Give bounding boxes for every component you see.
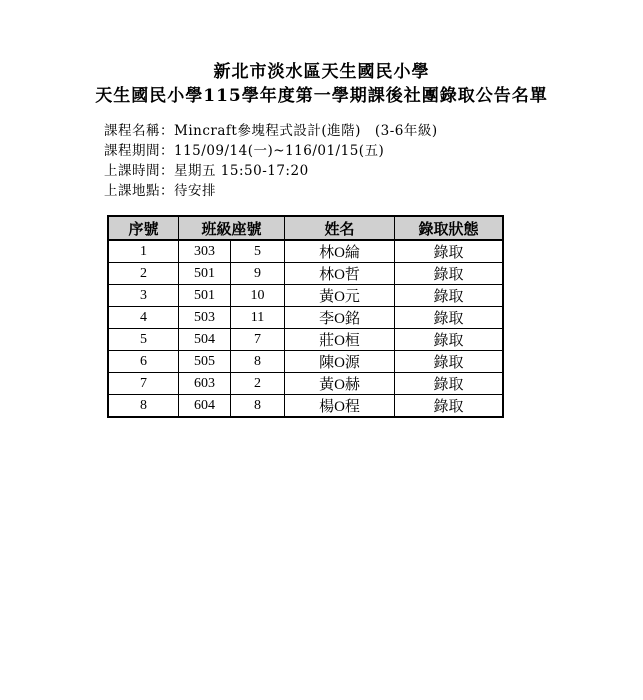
name-cell: 黃O赫: [285, 373, 395, 395]
course-name-value: Mincraft參塊程式設計(進階) (3-6年級): [174, 123, 438, 139]
name-cell: 陳O源: [285, 351, 395, 373]
admission-table: [107, 215, 504, 418]
course-location-row: [104, 181, 438, 201]
class-cell: 505: [179, 351, 231, 373]
course-time-label: 上課時間：: [104, 163, 174, 179]
status-cell: 錄取: [395, 351, 504, 373]
class-cell: 303: [179, 240, 231, 263]
status-cell: 錄取: [395, 395, 504, 418]
class-cell: 604: [179, 395, 231, 418]
status-cell: 錄取: [395, 373, 504, 395]
table-row: [108, 395, 503, 418]
course-location-label: 上課地點：: [104, 183, 174, 199]
seat-cell: 8: [231, 395, 285, 418]
table-row: [108, 307, 503, 329]
table-row: [108, 373, 503, 395]
table-row: [108, 263, 503, 285]
seq-cell: 7: [108, 373, 179, 395]
name-cell: 莊O桓: [285, 329, 395, 351]
name-cell: 李O銘: [285, 307, 395, 329]
name-cell: 黃O元: [285, 285, 395, 307]
class-cell: 603: [179, 373, 231, 395]
seq-cell: 1: [108, 240, 179, 263]
course-time-row: [104, 161, 438, 181]
seat-cell: 7: [231, 329, 285, 351]
table-row: [108, 329, 503, 351]
name-cell: 林O哲: [285, 263, 395, 285]
status-cell: 錄取: [395, 307, 504, 329]
header-status: 錄取狀態: [395, 216, 504, 240]
seq-cell: 4: [108, 307, 179, 329]
table-header-row: [108, 216, 503, 240]
status-cell: 錄取: [395, 240, 504, 263]
name-cell: 楊O程: [285, 395, 395, 418]
header-name: 姓名: [285, 216, 395, 240]
course-period-label: 課程期間：: [104, 143, 174, 159]
seq-cell: 3: [108, 285, 179, 307]
seq-cell: 2: [108, 263, 179, 285]
seat-cell: 10: [231, 285, 285, 307]
document-subtitle: 天生國民小學115學年度第一學期課後社團錄取公告名單: [95, 86, 548, 106]
seat-cell: 11: [231, 307, 285, 329]
status-cell: 錄取: [395, 329, 504, 351]
seat-cell: 2: [231, 373, 285, 395]
class-cell: 501: [179, 285, 231, 307]
seat-cell: 8: [231, 351, 285, 373]
header-seq: 序號: [108, 216, 179, 240]
seat-cell: 5: [231, 240, 285, 263]
course-location-value: 待安排: [174, 183, 216, 199]
course-period-value: 115/09/14(一)~116/01/15(五): [174, 143, 385, 159]
course-info: [104, 121, 438, 201]
table-row: [108, 240, 503, 263]
seq-cell: 5: [108, 329, 179, 351]
class-cell: 503: [179, 307, 231, 329]
course-period-row: [104, 141, 438, 161]
name-cell: 林O綸: [285, 240, 395, 263]
header-class-seat: 班級座號: [179, 216, 285, 240]
class-cell: 501: [179, 263, 231, 285]
status-cell: 錄取: [395, 285, 504, 307]
table-row: [108, 351, 503, 373]
course-time-value: 星期五 15:50-17:20: [174, 163, 309, 179]
course-name-label: 課程名稱：: [104, 123, 174, 139]
seat-cell: 9: [231, 263, 285, 285]
seq-cell: 8: [108, 395, 179, 418]
course-name-row: [104, 121, 438, 141]
table-row: [108, 285, 503, 307]
status-cell: 錄取: [395, 263, 504, 285]
document-title: 新北市淡水區天生國民小學: [213, 62, 430, 82]
class-cell: 504: [179, 329, 231, 351]
seq-cell: 6: [108, 351, 179, 373]
